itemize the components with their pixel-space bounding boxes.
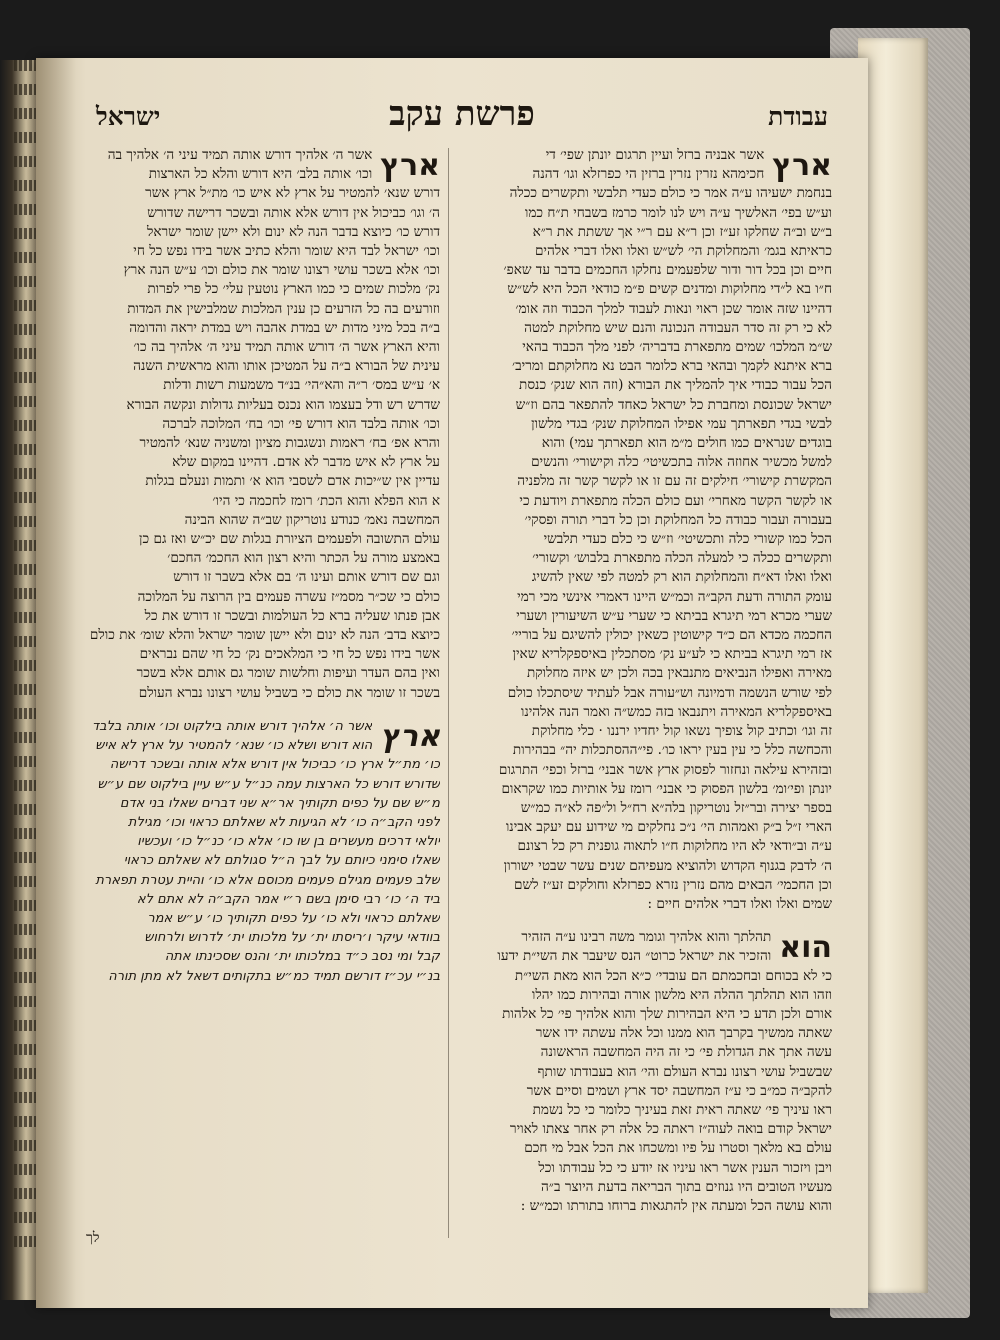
page-edges	[858, 38, 928, 1293]
text-line: מעשיו הטובים היו גנוזים בתוך הבריאה בדעת היוצר ב״ה	[540, 1178, 832, 1195]
text-line: הוא דורש ושלא כו׳ שנא׳ להמטיר על ארץ לא איש	[95, 738, 373, 754]
text-section	[58, 717, 440, 986]
text-line: על ארץ לא איש מדבר לא אדם. דהיינו במקום שלא	[172, 454, 440, 471]
text-line: ויבן ויזכור הענין אשר ראו עיניו אז יודע כי כל עבודתו וכל	[538, 1159, 832, 1176]
text-line: לא כי רק זה סדר העבודה הנכונה והנם שיש מחלוקת למטה	[524, 319, 832, 336]
running-header	[96, 94, 828, 144]
text-line: חכימהא נזרין נזרין ברזין הי כפרזלא וגו׳ דהנה	[532, 166, 765, 183]
text-line: עדיין אין ש״יכות אדם לשסבי הוא א׳ ותמות ונעלם בגלות	[145, 473, 440, 490]
text-line: נק׳ מלכות שמים כי כמו הארץ נוטעין עלי׳ כל פרי לפרות	[147, 281, 440, 298]
text-line: בנ״י עכ״ז דורשם תמיד כמ״ש בתקותים דשאל לא מתן תורה	[108, 968, 440, 984]
text-line: ותקשרים ככלה כי למעלה הכלה מתפארת בלבוש׳ וקשורי׳	[532, 550, 832, 567]
text-line: וזורעים בה כל הזרעים כן ענין המלכות שמלבישין את המדות	[127, 300, 440, 317]
text-section	[452, 928, 832, 1216]
text-line: ואלו ואלו דא״ח והמחלוקת הוא רק למטה לפי שאין להשיג	[531, 569, 832, 586]
text-line: למשל מכשיר אחוזה אלוה בתכשיטי׳ כלה וקישורי׳ והנשים	[531, 454, 832, 471]
text-line: לפי שורש הנשמה ודמיונה וש״עורה אבל לעתיד שיסתכלו כולם	[507, 684, 832, 701]
text-line: וכו׳ אלא בשכר עושי רצונו שומר את כולם וכו׳ ע״ש הנה ארץ	[123, 262, 440, 279]
text-line: ביד ה׳ כו׳ רבי סימן בשם ר״י אמר הקב״ה לא אתם לא	[136, 891, 440, 907]
text-line: אבן פנתו שעליה ברא כל העולמות ובשכר זו דורש את כל	[144, 607, 440, 624]
text-line: זה וגו׳ וכתיב קול צופיך נשאו קול יחדיו ירננו · כלי מחלוקת	[531, 723, 832, 740]
text-line: שבשביל עושי רצונו נברא העולם והי׳ הוא בעבודתו שותף	[537, 1063, 832, 1080]
text-line: באיספקלריא המאירה ויתנבאו בזה כמש״ה ואמר הנה אלהינו	[520, 703, 832, 720]
text-line: א הוא הפלא והוא הכת׳ רומז לחכמה כי היו׳	[212, 492, 440, 509]
text-line: וגם שם דורש אותם ועינו ה׳ בם אלא בשבר זו דורש	[173, 569, 440, 586]
text-line: דורש שנא׳ להמטיר על ארץ לא איש כו׳ מת״ל ארץ אשר	[145, 185, 440, 202]
text-line: בשכר זו שומר את כולם כי בשביל עושי רצונו נברא העולם	[138, 684, 440, 701]
text-line: המחשבה נאמ׳ כנודע נוטריקון שב״ה שהוא הבינה	[184, 511, 440, 528]
text-line: ח״ו בא ל״די מחלוקות ומדנים קשים פ״מ כודאי הכל היא לש״ש	[507, 281, 832, 298]
text-line: א׳ ע״ש במס׳ ר״ה והא״הי׳ בנ״ד משמעות רשות ודלות	[163, 377, 440, 394]
text-line: תהלתך והוא אלהיך וגומר משה רבינו ע״ה הזהיר	[521, 929, 772, 946]
text-line: אשר ה׳ אלהיך דורש אותה תמיד עיני ה׳ אלהיך בה	[107, 147, 373, 163]
text-line: אשר אבניה ברזל ועיין תרגום יונתן שפי׳ די	[545, 147, 765, 163]
text-line: ואין בהם העדר ועיפות וחלשות שומר גם אותם אלא בשכר	[136, 665, 440, 682]
header-left-word: ישראל	[96, 102, 161, 131]
text-line: ה׳ וגו׳ כביכול אין דורש אלא אותה ובשכר דרישה שדורש	[147, 204, 440, 221]
text-line: יולאי דרכים מעשרים בן שו כו׳ אלא כו׳ כנ״ל כו׳ ועכשיו	[137, 834, 440, 850]
text-line: שדרש רש ודל בעצמו הוא נכנס בעליות גדולות ונקשה הבורא	[126, 396, 440, 413]
text-line: עומק התורה ודעת הקב״ה וכמ״ש היינו דאמרי אינשי מכי רמי	[517, 588, 832, 605]
text-line: הכל כמו קשורי כלה ותכשיטי׳ וז״ש כי כלם כעדי תלבשי	[543, 531, 832, 548]
text-line: אשר בידו נפש כל חי כי המלאכים נק׳ כל חי שהם נבראים	[139, 646, 440, 663]
text-line: דורש כו׳ כיוצא בדבר הנה לא ינום ולא יישן שומר ישראל	[146, 223, 440, 240]
header-right-word: עבודת	[768, 102, 828, 131]
text-section	[452, 146, 832, 914]
text-line: עשה אתך את הגדולת פי׳ כי זה היה המחשבה הראשונה	[540, 1044, 832, 1061]
catchword: לך	[86, 1230, 100, 1246]
text-line: שאלתם כראוי ולא כו׳ על כפים תקותיך כו׳ ע״ש אמר	[147, 910, 440, 926]
text-line: שערי מכרא רמי תיגרא בביתא כי שערי ע״ש השיעורין ושערי	[516, 607, 832, 624]
section-lead-word: ארץ	[380, 718, 440, 754]
text-line: הארי ז״ל ב״ק ואמהות הי׳ נ״כ נחלקים מי שידוע עם יעקב אבינו	[505, 819, 832, 836]
text-line: הכל עבור כבודי איך להמליך את הבורא (וזה הוא שנק׳ כנסת	[519, 377, 832, 394]
text-line: ע״ה וב״ודאי לא היו מחלוקות ח״ו לתאוה גופנית רק כל רצונם	[517, 838, 832, 855]
text-line: עינית של הבורא ב״ה על המטיכן אותו והוא מראשית השנה	[133, 358, 440, 375]
section-lead-word: ארץ	[772, 148, 832, 183]
text-line: ראו עיניך פי׳ שאתה ראית זאת בעיניך כלומר כי כל נשמת	[532, 1101, 832, 1118]
text-line: בספר יצירה ובר״זל נוטריקון בלה״א רח״ל ול״פה לא״ה כמ״ש	[520, 799, 832, 816]
text-line: וכו׳ ישראל לבד היא שומר והלא כתיב אשר בידו נפש כל חי	[133, 243, 440, 260]
section-lead-word: ארץ	[380, 148, 440, 183]
text-line: שמים ואלו ואלו דברי אלהים חיים :	[647, 895, 832, 912]
text-line: עולם בא מלאך וסטרו על פיו ומשכחו את הכל אבל מי חכם	[524, 1140, 832, 1157]
text-line: החכמה מכדא הם כ״ד קישוטין כשאין יכולין להשיגם על בוריי׳	[511, 627, 832, 644]
text-line: כיוצא בדב׳ הנה לא ינום ולא יישן שומר ישראל והלא שומ׳ את כולם	[89, 627, 440, 644]
text-line: ב״ה בכל מיני מדות יש במדת אהבה ויש במדת יראה והדומה	[129, 319, 440, 336]
book-page	[36, 58, 868, 1308]
text-line: בוודאי עיקר ו׳ריסתו ית׳ על מלכותו ית׳ לדרוש ולרחוש	[144, 930, 440, 946]
text-section	[58, 146, 440, 703]
text-line: ה׳ לדבק בגנוף הקדוש ולהוציא מעפיהם שנים עשר שבטי ישורון	[503, 857, 832, 874]
text-line: לבשי בגדי תפארתך עמי אפילו המחלוקת שנק׳ בגדי מלשון	[531, 415, 832, 432]
text-line: יונתן ופי׳ומ׳ בלשון הפסוק כי אבני׳ רומז על אותיות כמו שקראום	[501, 780, 832, 797]
facing-page-sliver	[0, 60, 40, 1300]
column-divider	[448, 148, 449, 1238]
text-line: בוגדים שנראים כמו חולים מ״מ הוא תפארתך עמי) והוא	[541, 435, 832, 452]
text-line: מאירה ואפילו הנביאים מתנבאין בכה ולכן יש איזה מחלוקת	[526, 665, 832, 682]
text-line: וכו׳ אותה בלבד הוא דורש פי׳ וכו׳ בח׳ המלוכה לברכה	[162, 415, 440, 432]
text-line: חיים וכן בכל דור ודור שלפעמים נחלקו החכמים בדבר עד שאפ׳	[503, 262, 832, 279]
text-line: עולם התשובה ולפעמים הציורת בגלות שם יכ״ש ואז גם כן	[139, 531, 440, 548]
text-line: כי לא בכוחם ובחכמתם הם עובדי׳ כ״א הכל הוא מאת השי״ת	[514, 967, 832, 984]
text-line: ב״ש וב״ה שחלקו זע״ז וכן ר״א עם ר״י אך ששתת את ר״א	[532, 223, 832, 240]
section-lead-word: הוא	[779, 930, 832, 966]
text-line: וכו׳ אותה בלב׳ היא דורש והלא כל הארצות	[148, 166, 373, 183]
text-line: והרא אפ׳ בח׳ ראמות ונשגבות מציון ומשניה שנא׳ להמטיר	[139, 435, 440, 452]
text-line: כראיתא בגמ׳ והמחלוקת הי׳ לש״ש ואלו ואלו דברי אלהים	[534, 243, 832, 260]
text-line: דהיינו שזה אומר שכן ראוי ונאות לעבוד למלך הכבוד וזה אומ׳	[515, 300, 832, 317]
text-line: שדורש דורש כל הארצות עמה כנ״ל ע״ש עיין בילקוט שם ע״ש	[97, 776, 440, 792]
text-line: ש״מ המלכו׳ שמים מתפארת בדבריה׳ לפני מלך הכבוד בהאי	[522, 339, 832, 356]
text-line: וזהו הוא תהלתך ההלה היא מלשון אורה ובהירות כמו יהלו	[531, 986, 832, 1003]
text-line: באמצע מורה על הכתר והיא רצון הוא החכמ׳ החכם׳	[167, 550, 440, 567]
text-line: המקשרת קישורי׳ חילקים זה עם זו או לקשר קשר זה מלפניה	[517, 473, 832, 490]
text-line: להקב״ה כמ״ב כי ע״ז המחשבה יסד ארץ ושמים וסיים אשר	[526, 1082, 832, 1099]
text-line: ישראל שכונסת ומחברת כל ישראל כאחד להתפאר בהם וז״ש	[515, 396, 832, 413]
text-line: או לקשר הקשר מאחרי׳ ועם כולם הכלה מתפארת ויודעת כי	[519, 492, 832, 509]
text-line: אורם ולכן תדע כי היא הבהירות שלך והוא אלהיך פי׳ כל אלהות	[502, 1005, 832, 1022]
text-line: כולם כי שכ״ר מסמ״ז עשרה פעמים בין הרוצה על המלוכה	[137, 588, 440, 605]
text-line: שלב פעמים מגילם פעמים מכוסם אלא כו׳ והיית עטרת תפארת	[95, 872, 440, 888]
text-line: והיא הארץ אשר ה׳ דורש אותה תמיד עיני ה׳ אלהיך בה כו׳	[133, 339, 440, 356]
text-line: ישראל קודם בואה לעוה״ז ראתה כל אלה רק אחר צאתו לאויר	[509, 1121, 832, 1138]
text-line: ברא איתנא לקמך ובהאי ברא כלומר הבט נא מחלוקתם ומריב׳	[511, 358, 832, 375]
left-column	[58, 146, 440, 1000]
text-line: אז רמי תיגרא בביתא כי לע״ע נק׳ מסתכלין באיספקלריא שאין	[512, 646, 832, 663]
text-line: שאלו סימני כיותם על לבך ה״ל סגולתם לא שאלתם כראוי	[123, 853, 440, 869]
text-line: מ״ש שם על כפים תקותיך אר״א שני דברים שאלו בני אדם	[119, 795, 440, 811]
text-line: וע״ש בפי׳ האלשיך ע״ה ויש לנו לומר כרמז בשבחי ת״ח כמו	[524, 204, 832, 221]
header-title: פרשת עקב	[389, 94, 535, 134]
text-line: בנחמת ישעיהו ע״ה אמר כי כולם כעדי תלבשי ותקשרים ככלה	[509, 185, 832, 202]
text-line: לפני הקב״ה כו׳ לא הגיעות לא שאלתם כראוי וכו׳ מגילת	[127, 814, 440, 830]
text-line: והוא עושה הכל ומעתה אין להתגאות ברוחו בתורתו וכמ״ש :	[520, 1197, 832, 1214]
text-line: ובזהירא עילאה ונחזור לפסוק ארץ אשר אבני׳ ברזל וכפי׳ התרגום	[498, 761, 832, 778]
text-line: שאתה ממשיך בקרבך הוא ממנו וכל אלה עשתה ידו אשר	[535, 1025, 832, 1042]
text-line: כו׳ מת״ל ארץ כו׳ כביכול אין דורש אלא אותה ובשכר דרישה	[109, 757, 440, 773]
text-line: אשר ה׳ אלהיך דורש אותה בילקוט וכו׳ אותה בלבד	[91, 718, 373, 734]
text-line: וכן החכמי׳ הבאים מהם נזרין נזרא כפרזלא וחולקים זע״ז לשם	[514, 876, 832, 893]
text-line: בעבורה ועבור כבודה כל המחלוקת וכן כל דברי תורה ופסקי׳	[524, 511, 832, 528]
right-column	[452, 146, 832, 1230]
text-line: והזכיר את ישראל כרוט״ הנס שיעבר את השי״ת ידעו	[497, 948, 772, 965]
text-line: קבל ומי נסב כ״ד במלכותו ית׳ והנס שסכינתו אתה	[164, 949, 440, 965]
text-line: והכחשה כלל כי עין בעין יראו כו׳. פי״ההסתכלות יה״ בבהירות	[512, 742, 832, 759]
